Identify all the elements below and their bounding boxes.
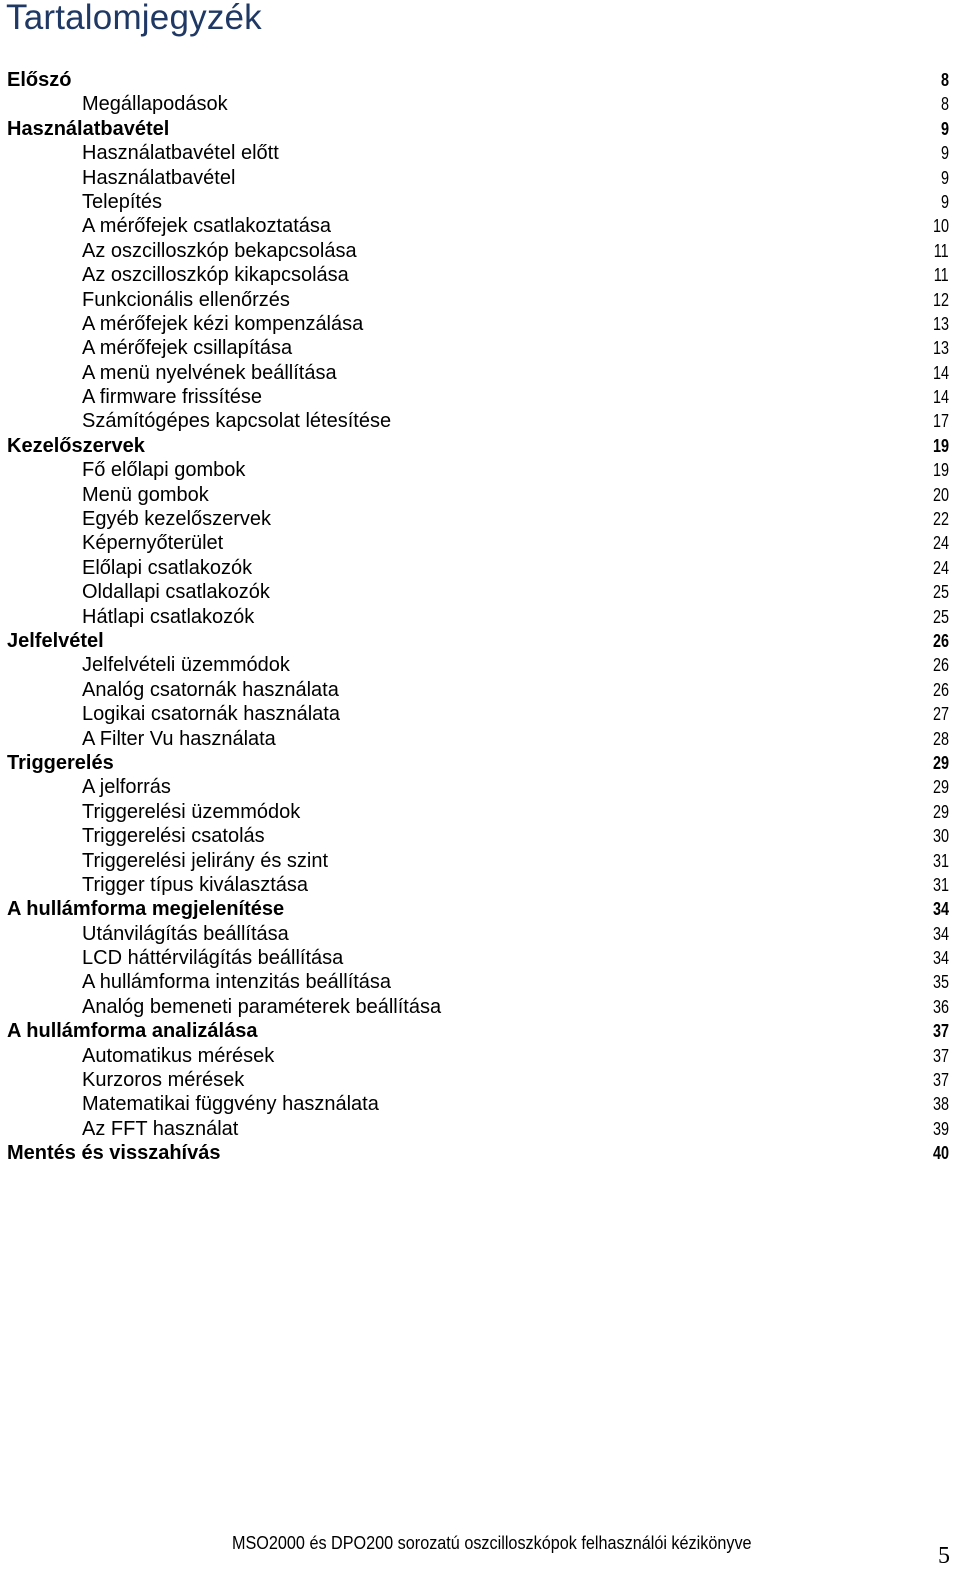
toc-entry-page: 26: [932, 630, 949, 651]
toc-entry-title: Használatbavétel: [7, 117, 170, 140]
toc-entry-page: 19: [932, 460, 949, 481]
toc-entry-page: 40: [932, 1143, 949, 1164]
toc-section-entry[interactable]: [0, 678, 960, 702]
toc-section-entry[interactable]: [0, 507, 960, 531]
toc-section-entry[interactable]: [0, 824, 960, 848]
toc-entry-page: 29: [932, 777, 949, 798]
toc-entry-page: 19: [932, 435, 949, 456]
toc-entry-page: 13: [932, 313, 949, 334]
toc-section-entry[interactable]: [0, 141, 960, 165]
toc-entry-page: 22: [932, 509, 949, 530]
toc-entry-title: Képernyőterület: [82, 532, 224, 555]
toc-entry-page: 9: [940, 118, 949, 139]
toc-entry-title: A hullámforma intenzitás beállítása: [82, 971, 392, 994]
toc-section-entry[interactable]: [0, 166, 960, 190]
toc-entry-title: Egyéb kezelőszervek: [82, 508, 271, 531]
toc-chapter-entry[interactable]: [0, 68, 960, 92]
toc-section-entry[interactable]: [0, 239, 960, 263]
toc-entry-page: 30: [932, 826, 949, 847]
toc-section-entry[interactable]: [0, 580, 960, 604]
toc-entry-page: 34: [932, 948, 949, 969]
toc-chapter-entry[interactable]: [0, 751, 960, 775]
toc-entry-page: 25: [932, 582, 949, 603]
toc-section-entry[interactable]: [0, 1092, 960, 1116]
toc-entry-page: 9: [940, 167, 949, 188]
toc-section-entry[interactable]: [0, 1044, 960, 1068]
toc-entry-page: 20: [932, 484, 949, 505]
toc-chapter-entry[interactable]: [0, 434, 960, 458]
toc-entry-page: 31: [932, 874, 949, 895]
toc-entry-page: 11: [934, 240, 949, 261]
toc-entry-page: 39: [932, 1118, 949, 1139]
toc-section-entry[interactable]: [0, 653, 960, 677]
toc-entry-title: Logikai csatornák használata: [82, 703, 340, 726]
toc-chapter-entry[interactable]: [0, 629, 960, 653]
toc-entry-title: Analóg bemeneti paraméterek beállítása: [82, 995, 442, 1018]
toc-entry-page: 29: [932, 752, 949, 773]
toc-entry-page: 26: [932, 679, 949, 700]
toc-entry-page: 8: [940, 70, 949, 90]
toc-entry-title: Triggerelési üzemmódok: [82, 800, 301, 823]
toc-entry-title: Matematikai függvény használata: [82, 1093, 379, 1116]
toc-section-entry[interactable]: [0, 409, 960, 433]
toc-entry-title: Jelfelvételi üzemmódok: [82, 654, 290, 677]
toc-entry-title: Az oszcilloszkóp bekapcsolása: [82, 239, 357, 262]
toc-section-entry[interactable]: [0, 458, 960, 482]
toc-entry-title: A mérőfejek csatlakoztatása: [82, 215, 332, 238]
toc-entry-title: Az oszcilloszkóp kikapcsolása: [82, 264, 349, 287]
page-title: Tartalomjegyzék: [6, 0, 262, 37]
footer-text: MSO2000 és DPO200 sorozatú oszcilloszkópok felhasználói kézikönyve: [232, 1533, 752, 1553]
toc-entry-page: 27: [932, 704, 949, 725]
table-of-contents: [0, 68, 960, 1166]
toc-entry-title: Előszó: [7, 69, 72, 91]
toc-entry-title: A Filter Vu használata: [82, 727, 276, 750]
toc-entry-page: 28: [932, 728, 949, 749]
toc-entry-title: Használatbavétel: [82, 166, 236, 189]
toc-section-entry[interactable]: [0, 190, 960, 214]
toc-entry-page: 26: [932, 655, 949, 676]
toc-entry-title: Automatikus mérések: [82, 1044, 275, 1067]
toc-entry-title: Az FFT használat: [82, 1117, 239, 1140]
toc-entry-page: 37: [932, 1070, 949, 1091]
toc-entry-page: 37: [932, 1045, 949, 1066]
toc-chapter-entry[interactable]: [0, 897, 960, 921]
toc-section-entry[interactable]: [0, 995, 960, 1019]
toc-entry-page: 12: [932, 289, 949, 310]
toc-section-entry[interactable]: [0, 214, 960, 238]
toc-section-entry[interactable]: [0, 702, 960, 726]
toc-entry-page: 24: [932, 533, 949, 554]
toc-section-entry[interactable]: [0, 946, 960, 970]
toc-entry-title: A menü nyelvének beállítása: [82, 361, 337, 384]
toc-entry-title: Kurzoros mérések: [82, 1069, 245, 1092]
toc-section-entry[interactable]: [0, 849, 960, 873]
toc-chapter-entry[interactable]: [0, 117, 960, 141]
toc-entry-title: Triggerelési csatolás: [82, 825, 265, 848]
toc-entry-title: Funkcionális ellenőrzés: [82, 288, 290, 311]
toc-entry-title: Számítógépes kapcsolat létesítése: [82, 410, 392, 433]
toc-entry-page: 34: [932, 923, 949, 944]
toc-section-entry[interactable]: [0, 727, 960, 751]
toc-section-entry[interactable]: [0, 385, 960, 409]
toc-entry-title: A hullámforma analizálása: [7, 1020, 258, 1043]
toc-entry-title: Kezelőszervek: [7, 434, 145, 457]
toc-entry-page: 34: [932, 899, 949, 920]
toc-entry-page: 14: [932, 387, 949, 408]
toc-section-entry[interactable]: [0, 336, 960, 360]
toc-entry-page: 29: [932, 801, 949, 822]
toc-entry-page: 11: [934, 265, 949, 286]
toc-section-entry[interactable]: [0, 922, 960, 946]
toc-chapter-entry[interactable]: [0, 1141, 960, 1165]
toc-entry-page: 38: [932, 1094, 949, 1115]
toc-entry-title: Analóg csatornák használata: [82, 678, 339, 701]
toc-section-entry[interactable]: [0, 531, 960, 555]
toc-entry-page: 36: [932, 996, 949, 1017]
toc-entry-page: 13: [932, 338, 949, 359]
toc-entry-title: A hullámforma megjelenítése: [7, 898, 285, 921]
toc-section-entry[interactable]: [0, 288, 960, 312]
toc-entry-title: LCD háttérvilágítás beállítása: [82, 947, 344, 970]
toc-entry-page: 37: [932, 1021, 949, 1042]
toc-entry-title: Megállapodások: [82, 93, 228, 116]
toc-entry-title: Használatbavétel előtt: [82, 142, 279, 165]
toc-section-entry[interactable]: [0, 263, 960, 287]
toc-entry-title: A firmware frissítése: [82, 386, 263, 409]
toc-section-entry[interactable]: [0, 800, 960, 824]
toc-entry-page: 17: [932, 411, 949, 432]
toc-section-entry[interactable]: [0, 605, 960, 629]
toc-section-entry[interactable]: [0, 1117, 960, 1141]
toc-section-entry[interactable]: [0, 1068, 960, 1092]
toc-entry-title: Triggerelési jelirány és szint: [82, 849, 329, 872]
toc-entry-page: 25: [932, 606, 949, 627]
toc-entry-title: Hátlapi csatlakozók: [82, 605, 255, 628]
toc-entry-title: Telepítés: [82, 190, 163, 213]
toc-entry-page: 8: [940, 94, 949, 115]
toc-section-entry[interactable]: [0, 556, 960, 580]
toc-entry-page: 9: [940, 191, 949, 212]
toc-entry-title: Triggerelés: [7, 751, 114, 774]
toc-entry-page: 9: [940, 143, 949, 164]
toc-entry-page: 35: [932, 972, 949, 993]
toc-entry-page: 24: [932, 557, 949, 578]
toc-entry-title: A jelforrás: [82, 776, 171, 799]
toc-section-entry[interactable]: [0, 361, 960, 385]
toc-entry-title: Oldallapi csatlakozók: [82, 581, 270, 604]
toc-entry-title: Jelfelvétel: [7, 629, 104, 652]
toc-section-entry[interactable]: [0, 775, 960, 799]
toc-entry-title: Trigger típus kiválasztása: [82, 873, 309, 896]
toc-entry-title: Mentés és visszahívás: [7, 1142, 221, 1165]
toc-entry-title: Menü gombok: [82, 483, 209, 506]
toc-section-entry[interactable]: [0, 92, 960, 116]
toc-section-entry[interactable]: [0, 312, 960, 336]
toc-entry-page: 31: [932, 850, 949, 871]
toc-entry-page: 14: [932, 362, 949, 383]
toc-chapter-entry[interactable]: [0, 1019, 960, 1043]
toc-section-entry[interactable]: [0, 970, 960, 994]
toc-section-entry[interactable]: [0, 873, 960, 897]
toc-entry-title: A mérőfejek csillapítása: [82, 337, 293, 360]
toc-entry-title: Előlapi csatlakozók: [82, 556, 253, 579]
toc-section-entry[interactable]: [0, 483, 960, 507]
page-number: 5: [938, 1543, 950, 1569]
toc-entry-title: Utánvilágítás beállítása: [82, 922, 289, 945]
toc-entry-title: A mérőfejek kézi kompenzálása: [82, 312, 364, 335]
toc-entry-page: 10: [932, 216, 949, 237]
toc-entry-title: Fő előlapi gombok: [82, 459, 246, 482]
